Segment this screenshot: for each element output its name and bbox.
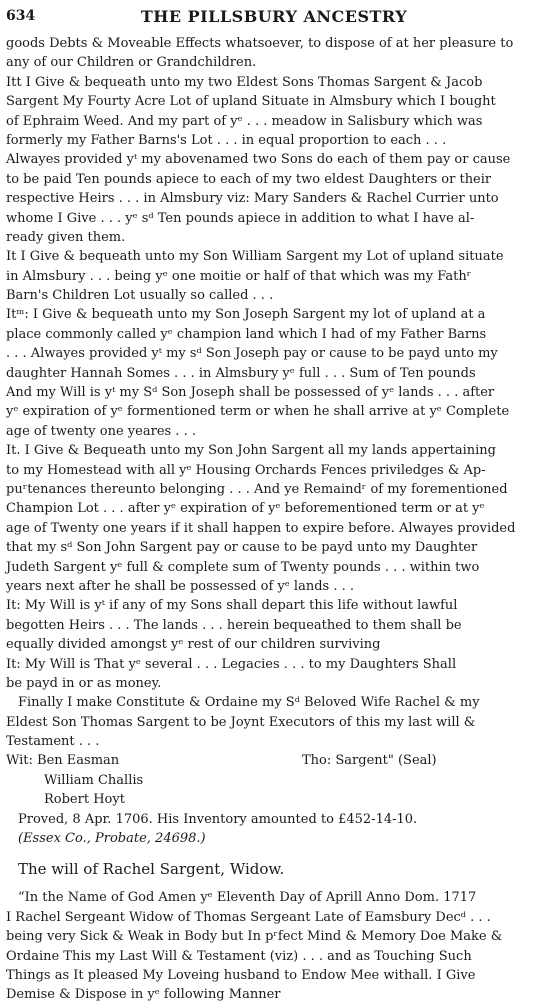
text-line: in Almsbury . . . being yᵉ one moitie or half of that which was my Fathʳ: [6, 268, 472, 284]
text-line: goods Debts & Moveable Effects whatsoever, to dispose of at her pleasure to: [6, 36, 514, 51]
text-line: Judeth Sargent yᵉ full & complete sum of Twenty pounds . . . within two: [6, 559, 480, 575]
text-line: Testament . . .: [6, 734, 100, 750]
text-line: ready given them.: [6, 229, 126, 245]
section-title: The will of Rachel Sargent, Widow.: [18, 860, 285, 879]
text-line: “In the Name of God Amen yᵉ Eleventh Day of Aprill Anno Dom. 1717: [18, 890, 477, 906]
text-line: Champion Lot . . . after yᵉ expiration of yᵉ beforementioned term or at yᵉ: [6, 501, 485, 517]
text-line: Itt I Give & bequeath unto my two Eldest Sons Thomas Sargent & Jacob: [6, 74, 483, 90]
text-line: to be paid Ten pounds apiece to each of my two eldest Daughters or their: [6, 171, 492, 187]
text-line: age of Twenty one years if it shall happen to expire before. Alwayes provided: [6, 520, 516, 536]
proved-line: Proved, 8 Apr. 1706. His Inventory amounted to £452-14-10.: [18, 811, 418, 827]
text-line: being very Sick & Weak in Body but In pʳfect Mind & Memory Doe Make &: [6, 929, 503, 945]
text-line: to my Homestead with all yᵉ Housing Orchards Fences priviledges & Ap-: [6, 462, 486, 478]
text-line: that my sᵈ Son John Sargent pay or cause to be payd unto my Daughter: [6, 540, 478, 556]
text-line: formerly my Father Barns's Lot . . . in equal proportion to each . . .: [6, 132, 447, 148]
text-line: begotten Heirs . . . The lands . . . herein bequeathed to them shall be: [6, 617, 462, 633]
text-line: I Rachel Sergeant Widow of Thomas Sergeant Late of Eamsbury Decᵈ . . .: [6, 909, 491, 925]
text-line: Alwayes provided yᵗ my abovenamed two Sons do each of them pay or cause: [6, 152, 511, 168]
will-of-thomas-sargent-text: [6, 34, 542, 848]
text-line: Itᵐ: I Give & bequeath unto my Son Joseph Sargent my lot of upland at a: [6, 307, 486, 323]
text-line: yᵉ expiration of yᵉ formentioned term or when he shall arrive at yᵉ Complete: [6, 404, 510, 420]
witness-name: Robert Hoyt: [44, 792, 125, 808]
text-line: It: My Will is yᵗ if any of my Sons shall depart this life without lawful: [6, 598, 458, 614]
text-line: whome I Give . . . yᵉ sᵈ Ten pounds apiece in addition to what I have al-: [6, 210, 475, 226]
text-line: of Ephraim Weed. And my part of yᵉ . . . meadow in Salisbury which was: [6, 113, 483, 129]
text-line: Finally I make Constitute & Ordaine my Sᵈ Beloved Wife Rachel & my: [18, 695, 480, 711]
text-line: Demise & Dispose in yᵉ following Manner: [6, 987, 281, 1003]
text-line: puʳtenances thereunto belonging . . . And ye Remaindʳ of my forementioned: [6, 481, 508, 497]
text-line: equally divided amongst yᵉ rest of our children surviving: [6, 637, 381, 653]
text-line: daughter Hannah Somes . . . in Almsbury yᵉ full . . . Sum of Ten pounds: [6, 365, 476, 381]
witness-label: Wit: Ben Easman: [6, 753, 120, 769]
text-line: Ordaine This my Last Will & Testament (viz) . . . and as Touching Such: [6, 948, 472, 964]
text-line: It: My Will is That yᵉ several . . . Legacies . . . to my Daughters Shall: [6, 656, 457, 672]
page-number: 634: [6, 8, 36, 24]
text-line: Barn's Children Lot usually so called . . .: [6, 288, 274, 304]
will-of-rachel-sargent-text: [6, 888, 542, 1004]
text-line: age of twenty one yeares . . .: [6, 423, 196, 439]
text-line: be payd in or as money.: [6, 675, 162, 691]
witness-line: [6, 751, 542, 770]
book-page: [6, 6, 542, 1005]
text-line: And my Will is yᵗ my Sᵈ Son Joseph shall be possessed of yᵉ lands . . . after: [6, 385, 495, 401]
source-citation: (Essex Co., Probate, 24698.): [18, 831, 206, 847]
text-line: years next after he shall be possessed of yᵉ lands . . .: [6, 578, 354, 594]
text-line: Sargent My Fourty Acre Lot of upland Situate in Almsbury which I bought: [6, 94, 496, 110]
text-line: place commonly called yᵉ champion land which I had of my Father Barns: [6, 326, 487, 342]
witness-name: William Challis: [44, 772, 144, 788]
page-header: [6, 6, 542, 28]
text-line: It I Give & bequeath unto my Son William Sargent my Lot of upland situate: [6, 249, 504, 265]
testator-signature: Tho: Sargent" (Seal): [302, 753, 437, 769]
running-title: THE PILLSBURY ANCESTRY: [140, 7, 408, 26]
text-line: It. I Give & Bequeath unto my Son John Sargent all my lands appertaining: [6, 443, 496, 459]
text-line: . . . Alwayes provided yᵗ my sᵈ Son Joseph pay or cause to be payd unto my: [6, 346, 498, 362]
text-line: Eldest Son Thomas Sargent to be Joynt Executors of this my last will &: [6, 714, 476, 730]
text-line: any of our Children or Grandchildren.: [6, 55, 257, 71]
text-line: respective Heirs . . . in Almsbury viz: Mary Sanders & Rachel Currier unto: [6, 191, 499, 207]
text-line: Things as It pleased My Loveing husband to Endow Mee withall. I Give: [6, 967, 476, 983]
